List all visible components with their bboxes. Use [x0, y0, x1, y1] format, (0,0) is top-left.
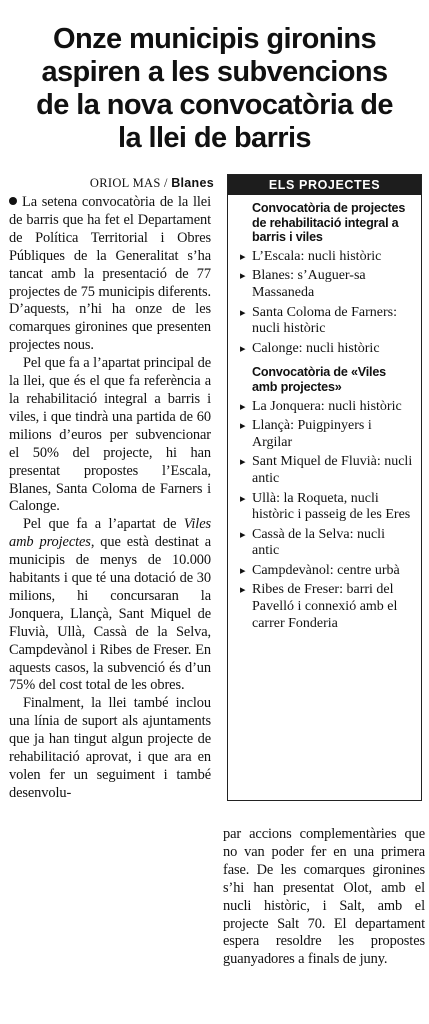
- article-column-left: [9, 194, 211, 803]
- article-column-right: [223, 826, 425, 969]
- byline-author: ORIOL MAS: [89, 176, 161, 190]
- body-text: par accions complementàries que no van poder fer en una primera fase. De les comarques gironines s’hi han presentat Olot, amb el nucli històric, i Salt, amb el projecte Salt 70. El departament espera resoldre les propostes guanyadores a finals de juny.: [223, 826, 425, 968]
- sidebar-item-text: Cassà de la Selva: nucli antic: [252, 526, 385, 559]
- body-text: La setena convocatòria de la llei de barris que ha fet el Departament de Política Territorial i Obres Públiques de la Generalitat s’ha tancat amb la presentació de 77 projectes de 75 municipis diferents. D’aquests, n’hi ha onze de les comarques gironines que presenten projectes nous.: [9, 194, 211, 354]
- body-text-emphasis: Viles amb projectes: [9, 516, 211, 551]
- sidebar-item-text: Campdevànol: centre urbà: [252, 562, 400, 578]
- sidebar-list-item: [240, 491, 413, 524]
- sidebar-header: ELS PROJECTES: [228, 175, 421, 195]
- sidebar-list-item: [240, 418, 413, 451]
- sidebar-list-item: [240, 563, 413, 580]
- sidebar-item-text: Calonge: nucli històric: [252, 340, 380, 356]
- sidebar-list-item: [240, 527, 413, 560]
- sidebar-item-text: Ribes de Freser: barri del Pavelló i connexió amb el carrer Fonderia: [252, 582, 398, 631]
- triangle-bullet-icon: ▸: [240, 400, 246, 413]
- sidebar-list-item: [240, 399, 413, 416]
- sidebar-item-text: Santa Coloma de Farners: nucli històric: [252, 304, 398, 337]
- sidebar-list-item: [240, 341, 413, 358]
- triangle-bullet-icon: ▸: [240, 564, 246, 577]
- sidebar-list-item: [240, 249, 413, 266]
- body-text: Pel que fa a l’apartat principal de la llei, que és el que fa referència a la rehabilitació integral a barris i viles, i que tindrà una partida de 60 milions d’euros per subvencionar el 50% del projecte, hi han presentat propostes l’Escala, Blanes, Santa Coloma de Farners i Calonge.: [9, 355, 211, 515]
- byline: [24, 176, 214, 191]
- headline-line: la llei de barris: [118, 122, 311, 155]
- sidebar-item-text: Ullà: la Roqueta, nucli històric i passeig de les Eres: [252, 490, 411, 523]
- triangle-bullet-icon: ▸: [240, 306, 246, 319]
- triangle-bullet-icon: ▸: [240, 250, 246, 263]
- body-paragraph: [9, 194, 211, 355]
- sidebar-item-text: Llançà: Puigpinyers i Argilar: [252, 418, 372, 450]
- sidebar-list: [228, 399, 421, 633]
- triangle-bullet-icon: ▸: [240, 270, 246, 283]
- body-paragraph: [223, 826, 425, 969]
- triangle-bullet-icon: ▸: [240, 456, 246, 469]
- sidebar-item-text: La Jonquera: nucli històric: [252, 398, 402, 414]
- sidebar-list: [228, 249, 421, 358]
- headline-line: aspiren a les subvencions: [41, 56, 388, 89]
- triangle-bullet-icon: ▸: [240, 528, 246, 541]
- sidebar-item-text: Blanes: s’Auguer-sa Massaneda: [252, 268, 366, 300]
- body-paragraph: [9, 695, 211, 802]
- sidebar-list-item: [240, 454, 413, 487]
- sidebar-section-title: Convocatòria de «Viles amb projectes»: [252, 365, 386, 394]
- byline-place: Blanes: [171, 176, 214, 190]
- sidebar-item-text: L’Escala: nucli històric: [252, 248, 382, 264]
- headline: [6, 23, 423, 155]
- body-paragraph: [9, 516, 211, 695]
- body-paragraph: [9, 355, 211, 516]
- triangle-bullet-icon: ▸: [240, 584, 246, 597]
- body-text: , que està destinat a municipis de menys de 10.000 habitants i que té una dotació de 30 milions, hi concursaran la Jonquera, Llançà, Sant Miquel de Fluvià, Ullà, Cassà de la Selva, Campdevànol i Ribes de Freser. En aquests casos, la subvenció és d’un 75% del cost total de les obres.: [9, 534, 212, 694]
- triangle-bullet-icon: ▸: [240, 492, 246, 505]
- sidebar-section-title: Convocatòria de projectes de rehabilitació integral a barris i viles: [252, 201, 406, 245]
- sidebar-list-item: [240, 268, 413, 301]
- headline-line: Onze municipis gironins: [53, 23, 376, 56]
- body-text: Pel que fa a l’apartat de: [23, 516, 184, 533]
- triangle-bullet-icon: ▸: [240, 420, 246, 433]
- sidebar-list-item: [240, 305, 413, 338]
- body-text: Finalment, la llei també inclou una línia de suport als ajuntaments que ja han tingut algun projecte de rehabilitació aprovat, i que ara en volen fer un seguiment i també desenvolu-: [9, 695, 211, 801]
- sidebar-list-item: [240, 582, 413, 632]
- sidebar-item-text: Sant Miquel de Fluvià: nucli antic: [252, 454, 413, 486]
- triangle-bullet-icon: ▸: [240, 342, 246, 355]
- byline-separator: /: [160, 176, 172, 190]
- headline-line: de la nova convocatòria de: [36, 89, 393, 122]
- projects-sidebar: [227, 174, 422, 801]
- bullet-icon: [9, 197, 17, 205]
